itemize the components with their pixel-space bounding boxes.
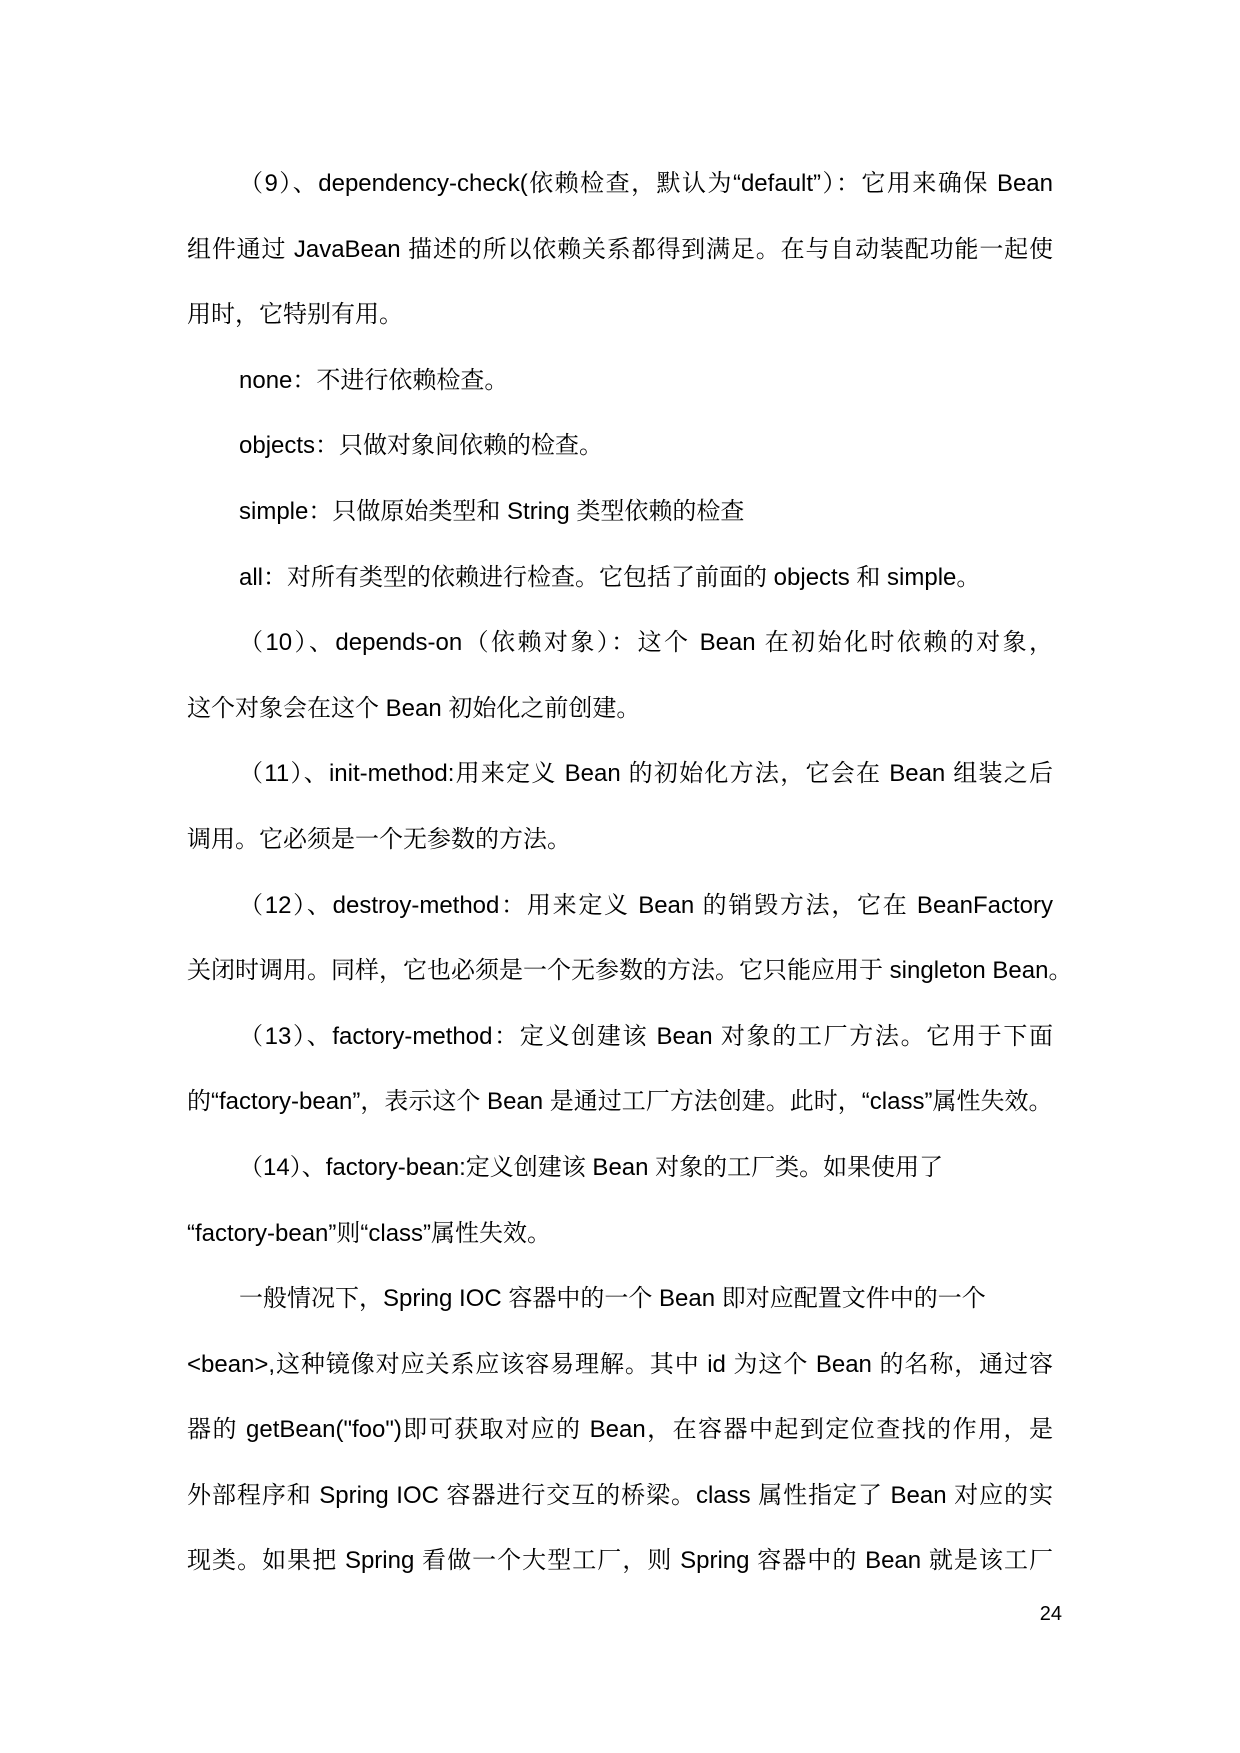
text-line: 这个对象会在这个 Bean 初始化之前创建。 xyxy=(187,694,641,722)
text-line: 调用。它必须是一个无参数的方法。 xyxy=(187,825,571,853)
text-line: （10）、depends-on（依赖对象）：这个 Bean 在初始化时依赖的对象， xyxy=(239,629,1053,657)
paragraph-factory-method xyxy=(187,1004,1053,1135)
text-line: 的“factory-bean”，表示这个 Bean 是通过工厂方法创建。此时，“class”属性失效。 xyxy=(187,1088,1053,1116)
text-line: （14）、factory-bean:定义创建该 Bean 对象的工厂类。如果使用了 xyxy=(239,1153,944,1181)
page-number: 24 xyxy=(1039,1603,1062,1625)
text-line: objects：只做对象间依赖的检查。 xyxy=(239,432,604,460)
paragraph-spring-ioc-overview xyxy=(187,1266,1053,1594)
text-line: 一般情况下，Spring IOC 容器中的一个 Bean 即对应配置文件中的一个 xyxy=(239,1285,986,1313)
text-line: （12）、destroy-method：用来定义 Bean 的销毁方法，它在 BeanFactory xyxy=(239,891,1053,919)
text-line: none：不进行依赖检查。 xyxy=(239,366,509,394)
text-line: 器的 getBean("foo")即可获取对应的 Bean，在容器中起到定位查找的作用，是 xyxy=(187,1416,1053,1444)
text-line: （13）、factory-method：定义创建该 Bean 对象的工厂方法。它用于下面 xyxy=(239,1022,1053,1050)
body-text xyxy=(187,151,1073,1594)
paragraph-factory-bean xyxy=(187,1135,1053,1266)
paragraph-init-method xyxy=(187,741,1053,872)
paragraph-depends-on xyxy=(187,610,1053,741)
text-line: 用时，它特别有用。 xyxy=(187,301,403,329)
text-line: 外部程序和 Spring IOC 容器进行交互的桥梁。class 属性指定了 Bean 对应的实 xyxy=(187,1481,1053,1509)
text-line: （11）、init-method:用来定义 Bean 的初始化方法，它会在 Bean 组装之后 xyxy=(239,760,1053,788)
text-line: 关闭时调用。同样，它也必须是一个无参数的方法。它只能应用于 singleton Bean。 xyxy=(187,957,1073,985)
paragraph-option-simple xyxy=(187,479,1053,545)
paragraph-option-objects xyxy=(187,413,1053,479)
text-line: all：对所有类型的依赖进行检查。它包括了前面的 objects 和 simple。 xyxy=(239,563,981,591)
text-line: <bean>,这种镜像对应关系应该容易理解。其中 id 为这个 Bean 的名称，通过容 xyxy=(187,1350,1053,1378)
text-line: 组件通过 JavaBean 描述的所以依赖关系都得到满足。在与自动装配功能一起使 xyxy=(187,235,1053,263)
text-line: （9）、dependency-check(依赖检查，默认为“default”）：它用来确保 Bean xyxy=(239,170,1053,197)
text-line: “factory-bean”则“class”属性失效。 xyxy=(187,1219,552,1247)
paragraph-destroy-method xyxy=(187,873,1073,1004)
text-line: 现类。如果把 Spring 看做一个大型工厂，则 Spring 容器中的 Bean 就是该工厂 xyxy=(187,1547,1053,1575)
paragraph-option-none xyxy=(187,348,1053,414)
paragraph-option-all xyxy=(187,545,1053,611)
text-line: simple：只做原始类型和 String 类型依赖的检查 xyxy=(239,497,745,525)
paragraph-dependency-check xyxy=(187,151,1053,348)
